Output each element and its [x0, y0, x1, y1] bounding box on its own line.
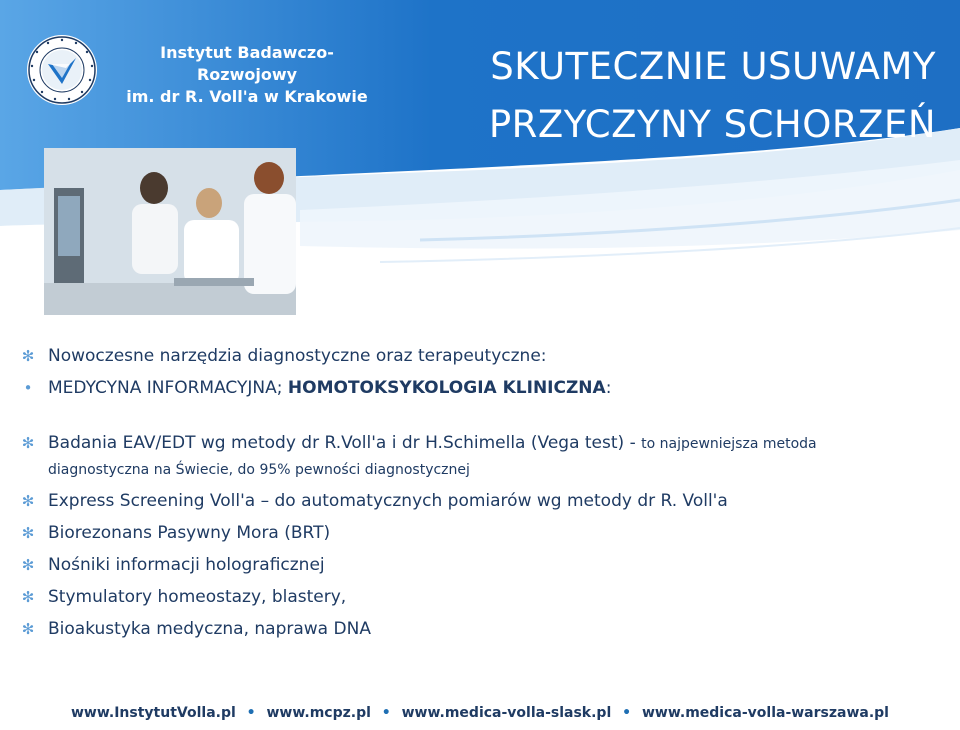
footer-separator: • — [381, 705, 391, 721]
list-item — [18, 522, 938, 544]
asterisk-bullet-icon: ✻ — [21, 620, 35, 638]
footer-link-medica-volla-warszawa[interactable]: www.medica-volla-warszawa.pl — [641, 705, 889, 721]
list-item — [18, 586, 938, 608]
asterisk-bullet-icon: ✻ — [21, 556, 35, 574]
list-item — [18, 618, 938, 640]
intro-line2-bold: HOMOTOKSYKOLOGIA KLINICZNA — [287, 378, 606, 398]
headline-line2: PRZYCZYNY SCHORZEŃ — [488, 103, 936, 146]
list-item-small-text: to najpewniejsza metoda — [641, 436, 817, 452]
footer-link-medica-volla-slask[interactable]: www.medica-volla-slask.pl — [401, 705, 612, 721]
list-item-text: Bioakustyka medyczna, naprawa DNA — [48, 619, 371, 639]
dot-bullet-icon: • — [23, 379, 33, 397]
list-item-continuation-text: diagnostyczna na Świecie, do 95% pewności diagnostycznej — [48, 462, 470, 478]
intro-line2-prefix: MEDYCYNA INFORMACYJNA; — [48, 378, 288, 398]
list-item-text: Biorezonans Pasywny Mora (BRT) — [48, 523, 331, 543]
list-item-continuation — [18, 459, 938, 481]
asterisk-bullet-icon: ✻ — [21, 434, 35, 452]
footer-link-mcpz[interactable]: www.mcpz.pl — [266, 705, 371, 721]
institute-name-line1: Instytut Badawczo-Rozwojowy — [160, 43, 334, 84]
asterisk-bullet-icon: ✻ — [21, 524, 35, 542]
lab-scene-illustration — [44, 148, 296, 315]
footer-separator: • — [622, 705, 632, 721]
asterisk-bullet-icon: ✻ — [21, 492, 35, 510]
list-item-text: Nośniki informacji holograficznej — [48, 555, 325, 575]
headline — [376, 38, 936, 154]
institute-name-line2: im. dr R. Voll'a w Krakowie — [126, 87, 368, 106]
list-item-text: Express Screening Voll'a – do automatycznych pomiarów wg metody dr R. Voll'a — [48, 491, 728, 511]
list-item-text: Stymulatory homeostazy, blastery, — [48, 587, 347, 607]
intro-line1 — [18, 345, 938, 367]
asterisk-bullet-icon: ✻ — [21, 347, 35, 365]
list-item — [18, 490, 938, 512]
list-item-text: Badania EAV/EDT wg metody dr R.Voll'a i dr H.Schimella (Vega test) - — [48, 433, 642, 453]
footer-separator: • — [246, 705, 256, 721]
institute-name — [112, 42, 382, 108]
intro-line2 — [18, 377, 938, 399]
footer-link-instytutvolla[interactable]: www.InstytutVolla.pl — [71, 705, 236, 721]
intro-line2-suffix: : — [605, 378, 612, 398]
intro-line1-text: Nowoczesne narzędzia diagnostyczne oraz terapeutyczne: — [48, 346, 547, 366]
footer-links — [0, 705, 960, 721]
list-item — [18, 432, 938, 455]
list-item — [18, 554, 938, 576]
headline-line1: SKUTECZNIE USUWAMY — [490, 45, 936, 88]
institute-seal-logo — [26, 34, 98, 106]
content-list — [18, 345, 938, 640]
asterisk-bullet-icon: ✻ — [21, 588, 35, 606]
lab-photo — [44, 148, 296, 315]
